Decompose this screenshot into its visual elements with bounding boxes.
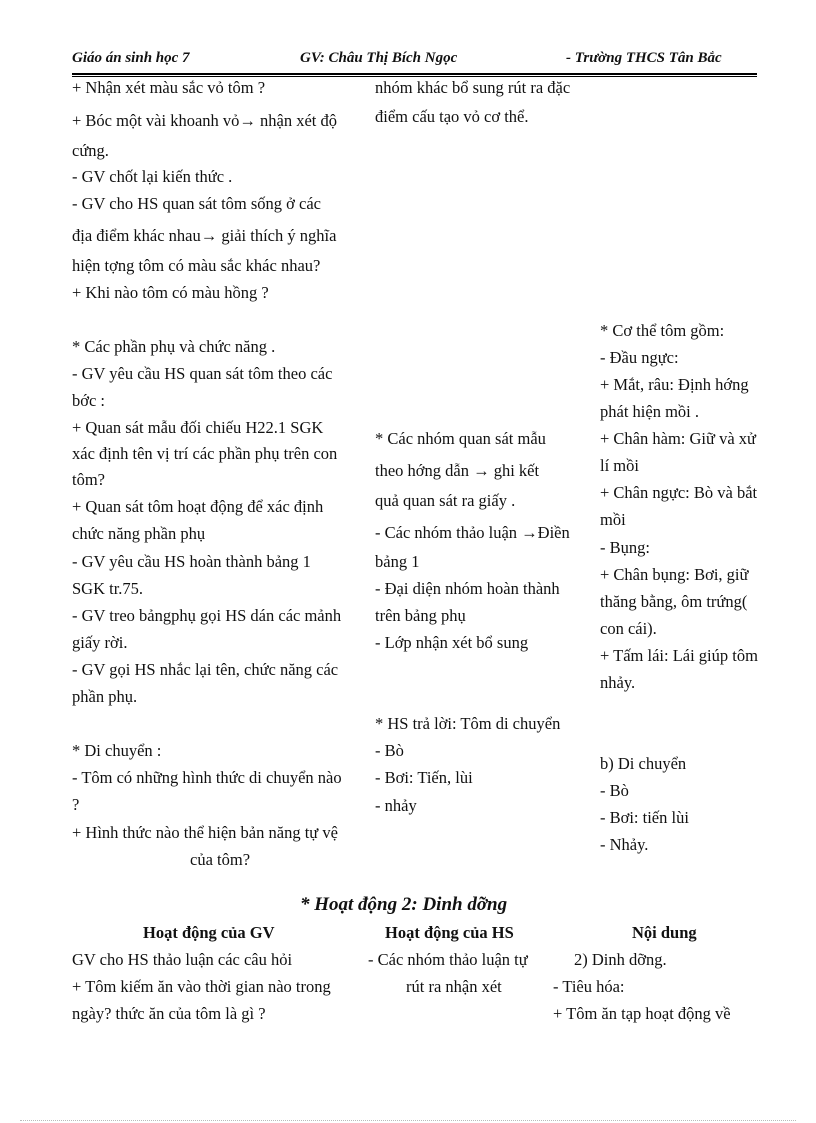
text-line: xác định tên vị trí các phần phụ trên con	[72, 444, 338, 463]
text-line: phát hiện mồi .	[600, 402, 699, 421]
footer-dotted-rule	[20, 1120, 796, 1121]
text-line: thăng bằng, ôm trứng(	[600, 592, 748, 611]
text-line: + Bóc một vài khoanh vỏ→ nhận xét độ	[72, 111, 338, 130]
text-line: nhóm khác bổ sung rút ra đặc	[375, 78, 571, 97]
text-line: + Mắt, râu: Định hớng	[600, 375, 749, 394]
text-line: lí mồi	[600, 456, 639, 475]
text-line: - GV yêu cầu HS quan sát tôm theo các	[72, 364, 333, 383]
text-line: + Chân bụng: Bơi, giữ	[600, 565, 749, 584]
text-line: + Quan sát mẫu đối chiếu H22.1 SGK	[72, 418, 324, 437]
text-line: của tôm?	[190, 850, 251, 869]
section-title: * Hoạt động 2: Dinh dỡng	[300, 894, 508, 915]
text-line: - Bò	[375, 741, 404, 760]
text-line: bớc :	[72, 391, 106, 410]
text-line: rút ra nhận xét	[406, 977, 502, 996]
text-line: quả quan sát ra giấy .	[375, 491, 516, 510]
text-line: điểm cấu tạo vỏ cơ thể.	[375, 107, 529, 126]
text-line: - Tiêu hóa:	[553, 977, 625, 996]
text-line: 2) Dinh dỡng.	[574, 950, 667, 969]
column-header-hs: Hoạt động của HS	[385, 923, 514, 942]
text-line: chức năng phần phụ	[72, 524, 206, 543]
text-line: - Bơi: tiến lùi	[600, 808, 689, 827]
text-line: hiện tợng tôm có màu sắc khác nhau?	[72, 256, 321, 275]
text-line: - Nhảy.	[600, 835, 649, 854]
text-line: + Nhận xét màu sắc vỏ tôm ?	[72, 78, 266, 97]
text-line: - GV yêu cầu HS hoàn thành bảng 1	[72, 552, 311, 571]
text-line: + Chân hàm: Giữ và xử	[600, 429, 756, 448]
text-line: mồi	[600, 510, 626, 529]
text-line: con cái).	[600, 619, 657, 638]
text-line: - GV treo bảngphụ gọi HS dán các mảnh	[72, 606, 342, 625]
text-line: - Đầu ngực:	[600, 348, 679, 367]
text-line: bảng 1	[375, 552, 420, 571]
text-line: - Lớp nhận xét bổ sung	[375, 633, 529, 652]
header-school: - Trường THCS Tân Bắc	[566, 50, 722, 66]
text-line: - Đại diện nhóm hoàn thành	[375, 579, 560, 598]
text-line: * Các nhóm quan sát mẫu	[375, 429, 546, 448]
column-header-gv: Hoạt động của GV	[143, 923, 275, 942]
text-line: b) Di chuyển	[600, 754, 687, 773]
text-line: + Tấm lái: Lái giúp tôm	[600, 646, 758, 665]
text-line: phần phụ.	[72, 687, 138, 706]
text-line: nhảy.	[600, 673, 636, 692]
text-line: tôm?	[72, 470, 105, 489]
column-header-content: Nội dung	[632, 923, 697, 942]
text-line: * HS trả lời: Tôm di chuyển	[375, 714, 561, 733]
text-line: + Chân ngực: Bò và bắt	[600, 483, 758, 502]
text-line: - GV gọi HS nhắc lại tên, chức năng các	[72, 660, 339, 679]
text-line: - Bơi: Tiến, lùi	[375, 768, 473, 787]
text-line: - nhảy	[375, 796, 417, 815]
text-line: cứng.	[72, 141, 109, 160]
text-line: - GV cho HS quan sát tôm sống ở các	[72, 194, 322, 213]
text-line: ?	[72, 795, 80, 814]
text-line: địa điểm khác nhau→ giải thích ý nghĩa	[72, 226, 337, 245]
text-line: + Tôm ăn tạp hoạt động về	[553, 1004, 731, 1023]
text-line: - Bò	[600, 781, 629, 800]
text-line: - Bụng:	[600, 538, 650, 557]
header-rule	[72, 73, 757, 75]
text-line: - Các nhóm thảo luận →Điền	[375, 523, 570, 542]
text-line: - Tôm có những hình thức di chuyển nào	[72, 768, 342, 787]
text-line: + Hình thức nào thể hiện bản năng tự vệ	[72, 823, 338, 842]
text-line: - GV chốt lại kiến thức .	[72, 167, 233, 186]
text-line: + Khi nào tôm có màu hồng ?	[72, 283, 269, 302]
text-line: trên bảng phụ	[375, 606, 466, 625]
text-line: ngày? thức ăn của tôm là gì ?	[72, 1004, 266, 1023]
text-line: - Các nhóm thảo luận tự	[368, 950, 528, 969]
text-line: SGK tr.75.	[72, 579, 144, 598]
header-subject: Giáo án sinh học 7	[72, 50, 190, 66]
text-line: + Tôm kiếm ăn vào thời gian nào trong	[72, 977, 331, 996]
text-line: * Các phần phụ và chức năng .	[72, 337, 276, 356]
text-line: * Cơ thể tôm gồm:	[600, 321, 725, 340]
text-line: GV cho HS thảo luận các câu hỏi	[72, 950, 293, 969]
text-line: * Di chuyển :	[72, 741, 162, 760]
text-line: + Quan sát tôm hoạt động để xác định	[72, 497, 324, 516]
header-teacher: GV: Châu Thị Bích Ngọc	[300, 50, 458, 66]
text-line: giấy rời.	[72, 633, 128, 652]
text-line: theo hớng dẫn → ghi kết	[375, 461, 540, 480]
